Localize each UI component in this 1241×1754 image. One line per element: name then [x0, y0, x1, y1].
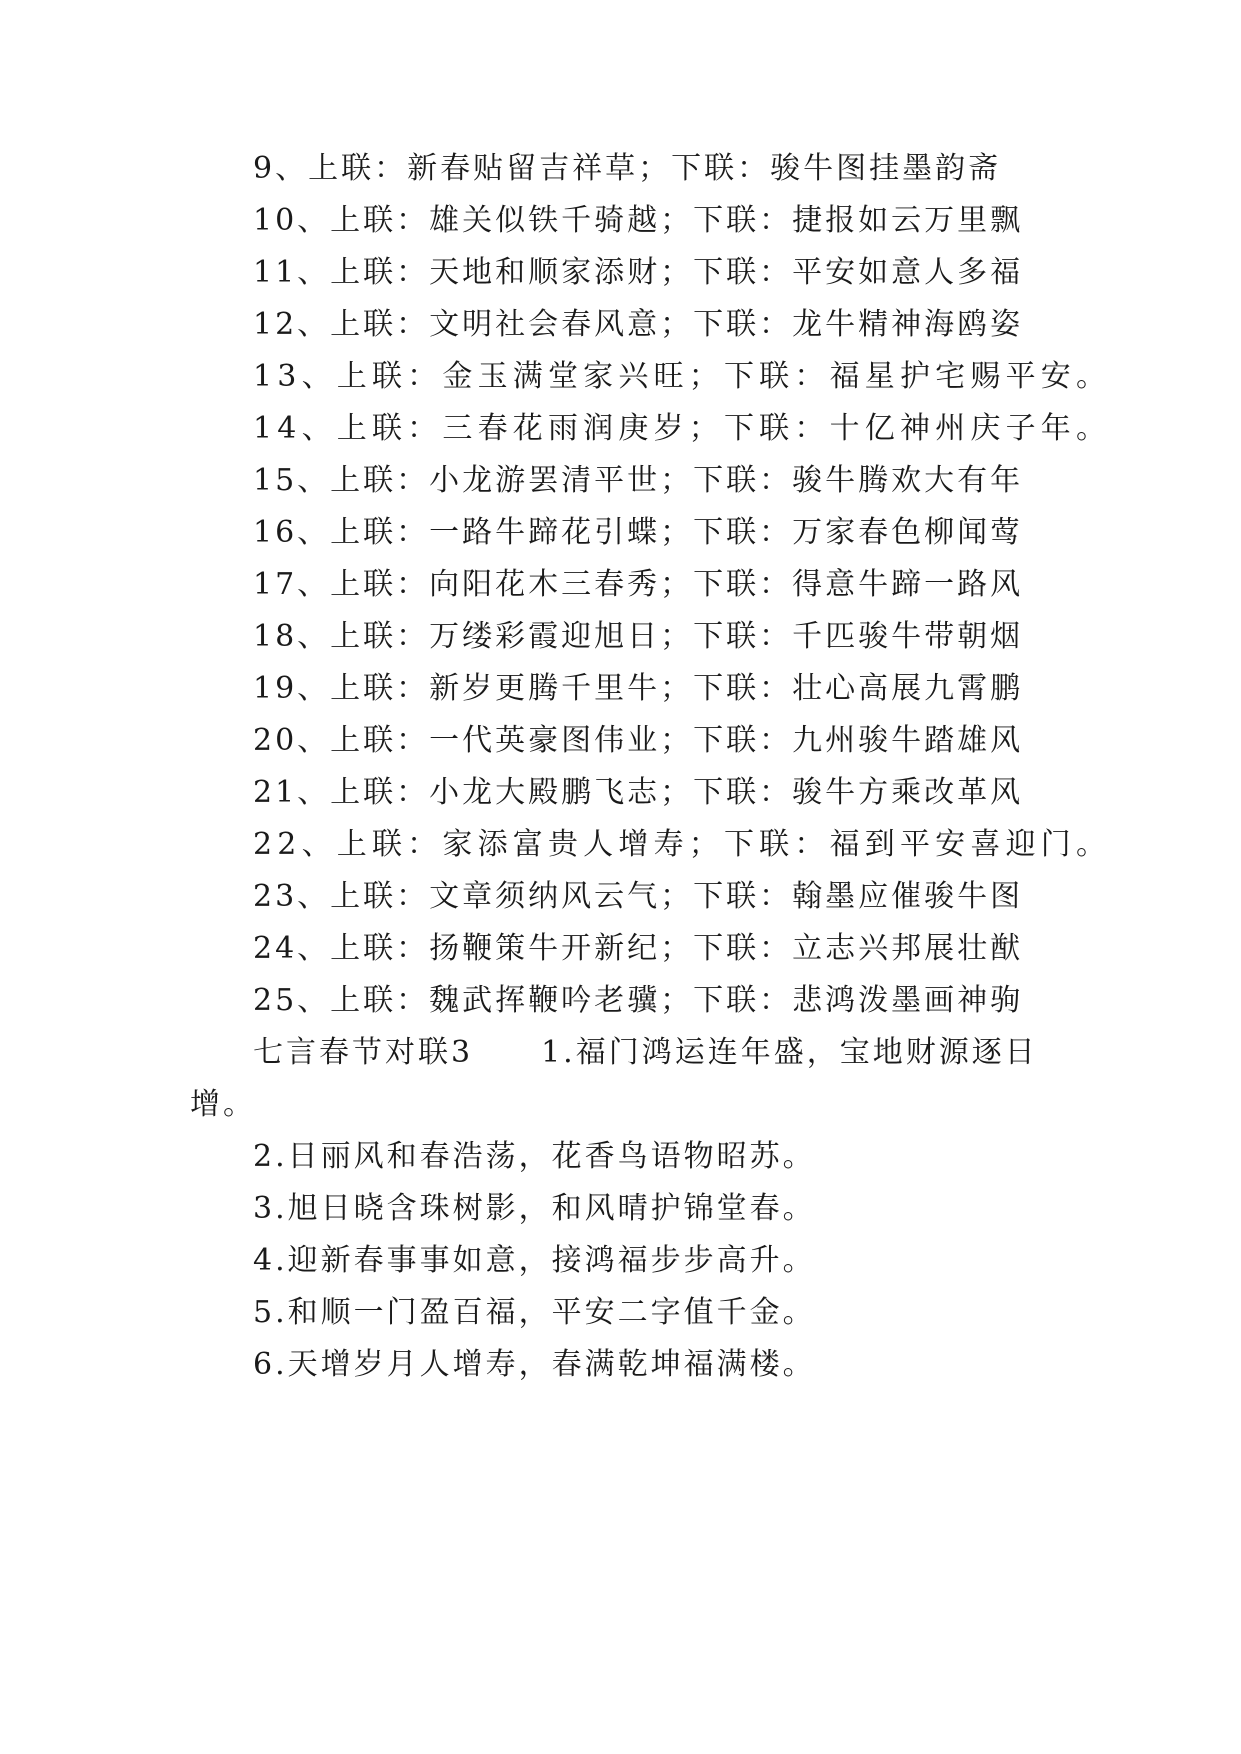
couplet-line: 15、上联：小龙游罢清平世；下联：骏牛腾欢大有年: [253, 463, 1024, 498]
couplet-line: 22、上联：家添富贵人增寿；下联：福到平安喜迎门。: [253, 827, 1112, 862]
couplet-line: 10、上联：雄关似铁千骑越；下联：捷报如云万里飘: [253, 203, 1024, 238]
couplet-line: 13、上联：金玉满堂家兴旺；下联：福星护宅赐平安。: [253, 359, 1112, 394]
section-line: [253, 1033, 1038, 1073]
list-item: 4.迎新春事事如意，接鸿福步步高升。: [253, 1243, 816, 1278]
couplet-line: 14、上联：三春花雨润庚岁；下联：十亿神州庆子年。: [253, 411, 1112, 446]
couplet-line: 21、上联：小龙大殿鹏飞志；下联：骏牛方乘改革风: [253, 775, 1024, 810]
couplet-line: 16、上联：一路牛蹄花引蝶；下联：万家春色柳闻莺: [253, 515, 1024, 550]
list-item: 6.天增岁月人增寿，春满乾坤福满楼。: [253, 1347, 816, 1382]
couplet-line: 25、上联：魏武挥鞭吟老骥；下联：悲鸿泼墨画神驹: [253, 983, 1024, 1018]
couplet-line: 17、上联：向阳花木三春秀；下联：得意牛蹄一路风: [253, 567, 1024, 602]
couplet-line: 19、上联：新岁更腾千里牛；下联：壮心高展九霄鹏: [253, 671, 1024, 706]
couplet-line: 18、上联：万缕彩霞迎旭日；下联：千匹骏牛带朝烟: [253, 619, 1024, 654]
list-item: 5.和顺一门盈百福，平安二字值千金。: [253, 1295, 816, 1330]
section-first-item-tail: 增。: [190, 1087, 256, 1122]
couplet-line: 9、上联：新春贴留吉祥草；下联：骏牛图挂墨韵斋: [253, 151, 1002, 186]
couplet-line: 11、上联：天地和顺家添财；下联：平安如意人多福: [253, 255, 1024, 290]
list-item: 3.旭日晓含珠树影，和风晴护锦堂春。: [253, 1191, 816, 1226]
couplet-line: 24、上联：扬鞭策牛开新纪；下联：立志兴邦展壮猷: [253, 931, 1024, 966]
section-first-item: 1.福门鸿运连年盛，宝地财源逐日: [541, 1035, 1038, 1070]
list-item: 2.日丽风和春浩荡，花香鸟语物昭苏。: [253, 1139, 816, 1174]
couplet-line: 12、上联：文明社会春风意；下联：龙牛精神海鸥姿: [253, 307, 1024, 342]
section-heading: 七言春节对联3: [253, 1035, 474, 1070]
couplet-line: 23、上联：文章须纳风云气；下联：翰墨应催骏牛图: [253, 879, 1024, 914]
couplet-line: 20、上联：一代英豪图伟业；下联：九州骏牛踏雄风: [253, 723, 1024, 758]
